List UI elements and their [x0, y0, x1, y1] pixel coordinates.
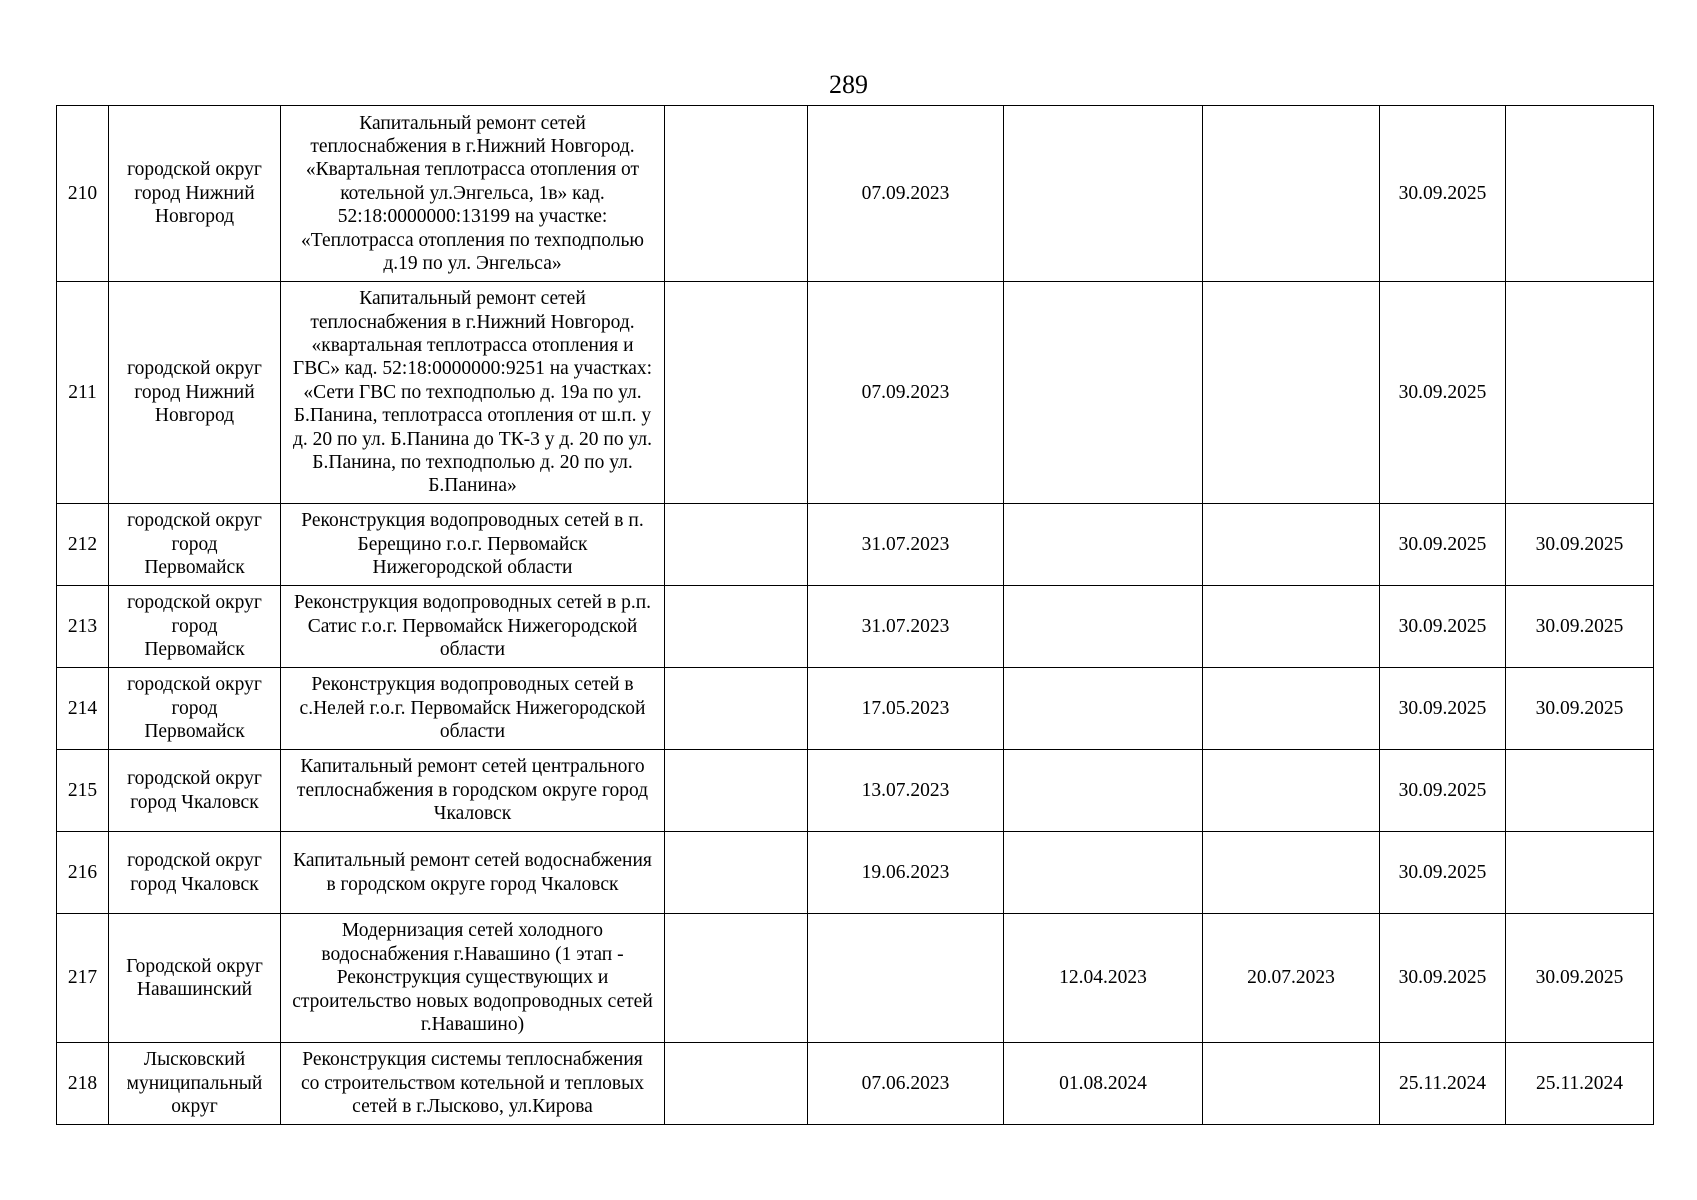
table-row [57, 914, 1654, 1043]
column-4-cell [665, 750, 808, 832]
column-8-date-cell: 30.09.2025 [1380, 504, 1506, 586]
object-description-cell: Капитальный ремонт сетей водоснабжения в городском округе город Чкаловск [281, 832, 665, 914]
column-7-date-cell [1203, 504, 1380, 586]
row-number-cell: 211 [57, 282, 109, 504]
column-9-date-cell: 30.09.2025 [1506, 914, 1654, 1043]
column-6-date-cell [1004, 504, 1203, 586]
municipality-cell: городской округ город Нижний Новгород [109, 106, 281, 282]
column-8-date-cell: 30.09.2025 [1380, 914, 1506, 1043]
row-number-cell: 210 [57, 106, 109, 282]
column-7-date-cell [1203, 668, 1380, 750]
municipality-cell: городской округ город Первомайск [109, 504, 281, 586]
column-8-date-cell: 30.09.2025 [1380, 668, 1506, 750]
column-5-date-cell: 31.07.2023 [808, 586, 1004, 668]
column-7-date-cell [1203, 282, 1380, 504]
column-8-date-cell: 30.09.2025 [1380, 832, 1506, 914]
municipality-cell: городской округ город Нижний Новгород [109, 282, 281, 504]
row-number-cell: 213 [57, 586, 109, 668]
column-8-date-cell: 30.09.2025 [1380, 750, 1506, 832]
table-row [57, 504, 1654, 586]
column-4-cell [665, 1043, 808, 1125]
column-4-cell [665, 282, 808, 504]
column-9-date-cell [1506, 750, 1654, 832]
table-row [57, 832, 1654, 914]
table-row [57, 282, 1654, 504]
column-9-date-cell: 25.11.2024 [1506, 1043, 1654, 1125]
program-table [56, 105, 1654, 1125]
column-6-date-cell: 12.04.2023 [1004, 914, 1203, 1043]
column-9-date-cell [1506, 106, 1654, 282]
row-number-cell: 217 [57, 914, 109, 1043]
column-8-date-cell: 30.09.2025 [1380, 586, 1506, 668]
object-description-cell: Капитальный ремонт сетей центрального теплоснабжения в городском округе город Чкаловск [281, 750, 665, 832]
column-4-cell [665, 504, 808, 586]
object-description-cell: Реконструкция водопроводных сетей в с.Нелей г.о.г. Первомайск Нижегородской области [281, 668, 665, 750]
column-6-date-cell [1004, 668, 1203, 750]
column-8-date-cell: 30.09.2025 [1380, 106, 1506, 282]
row-number-cell: 215 [57, 750, 109, 832]
object-description-cell: Реконструкция водопроводных сетей в п. Берещино г.о.г. Первомайск Нижегородской области [281, 504, 665, 586]
municipality-cell: городской округ город Чкаловск [109, 832, 281, 914]
table-row [57, 106, 1654, 282]
column-7-date-cell [1203, 1043, 1380, 1125]
object-description-cell: Реконструкция водопроводных сетей в р.п. Сатис г.о.г. Первомайск Нижегородской области [281, 586, 665, 668]
row-number-cell: 218 [57, 1043, 109, 1125]
column-4-cell [665, 832, 808, 914]
column-5-date-cell [808, 914, 1004, 1043]
column-5-date-cell: 17.05.2023 [808, 668, 1004, 750]
column-5-date-cell: 13.07.2023 [808, 750, 1004, 832]
column-6-date-cell [1004, 106, 1203, 282]
column-9-date-cell: 30.09.2025 [1506, 504, 1654, 586]
column-6-date-cell [1004, 832, 1203, 914]
row-number-cell: 214 [57, 668, 109, 750]
object-description-cell: Модернизация сетей холодного водоснабжения г.Навашино (1 этап - Реконструкция существующих и строительство новых водопроводных сетей г.Навашино) [281, 914, 665, 1043]
column-7-date-cell [1203, 106, 1380, 282]
municipality-cell: городской округ город Первомайск [109, 668, 281, 750]
column-9-date-cell: 30.09.2025 [1506, 586, 1654, 668]
column-5-date-cell: 07.09.2023 [808, 282, 1004, 504]
column-5-date-cell: 07.09.2023 [808, 106, 1004, 282]
column-9-date-cell [1506, 832, 1654, 914]
object-description-cell: Капитальный ремонт сетей теплоснабжения в г.Нижний Новгород. «квартальная теплотрасса отопления и ГВС» кад. 52:18:0000000:9251 на участках: «Сети ГВС по техподполью д. 19а по ул. Б.Панина, теплотрасса отопления от ш.п. у д. 20 по ул. Б.Панина до ТК-3 у д. 20 по ул. Б.Панина, по техподполью д. 20 по ул. Б.Панина» [281, 282, 665, 504]
column-6-date-cell: 01.08.2024 [1004, 1043, 1203, 1125]
column-6-date-cell [1004, 282, 1203, 504]
column-7-date-cell: 20.07.2023 [1203, 914, 1380, 1043]
column-4-cell [665, 668, 808, 750]
object-description-cell: Реконструкция системы теплоснабжения со строительством котельной и тепловых сетей в г.Лысково, ул.Кирова [281, 1043, 665, 1125]
table-row [57, 1043, 1654, 1125]
column-7-date-cell [1203, 586, 1380, 668]
column-6-date-cell [1004, 586, 1203, 668]
page-number: 289 [829, 70, 868, 99]
column-8-date-cell: 30.09.2025 [1380, 282, 1506, 504]
column-5-date-cell: 19.06.2023 [808, 832, 1004, 914]
column-7-date-cell [1203, 750, 1380, 832]
column-4-cell [665, 106, 808, 282]
table-row [57, 668, 1654, 750]
table-row [57, 586, 1654, 668]
column-4-cell [665, 586, 808, 668]
municipality-cell: городской округ город Первомайск [109, 586, 281, 668]
column-4-cell [665, 914, 808, 1043]
column-8-date-cell: 25.11.2024 [1380, 1043, 1506, 1125]
column-5-date-cell: 07.06.2023 [808, 1043, 1004, 1125]
row-number-cell: 212 [57, 504, 109, 586]
column-5-date-cell: 31.07.2023 [808, 504, 1004, 586]
column-7-date-cell [1203, 832, 1380, 914]
municipality-cell: Городской округ Навашинский [109, 914, 281, 1043]
column-6-date-cell [1004, 750, 1203, 832]
municipality-cell: городской округ город Чкаловск [109, 750, 281, 832]
column-9-date-cell [1506, 282, 1654, 504]
object-description-cell: Капитальный ремонт сетей теплоснабжения в г.Нижний Новгород. «Квартальная теплотрасса отопления от котельной ул.Энгельса, 1в» кад. 52:18:0000000:13199 на участке: «Теплотрасса отопления по техподполью д.19 по ул. Энгельса» [281, 106, 665, 282]
municipality-cell: Лысковский муниципальный округ [109, 1043, 281, 1125]
column-9-date-cell: 30.09.2025 [1506, 668, 1654, 750]
table-row [57, 750, 1654, 832]
row-number-cell: 216 [57, 832, 109, 914]
